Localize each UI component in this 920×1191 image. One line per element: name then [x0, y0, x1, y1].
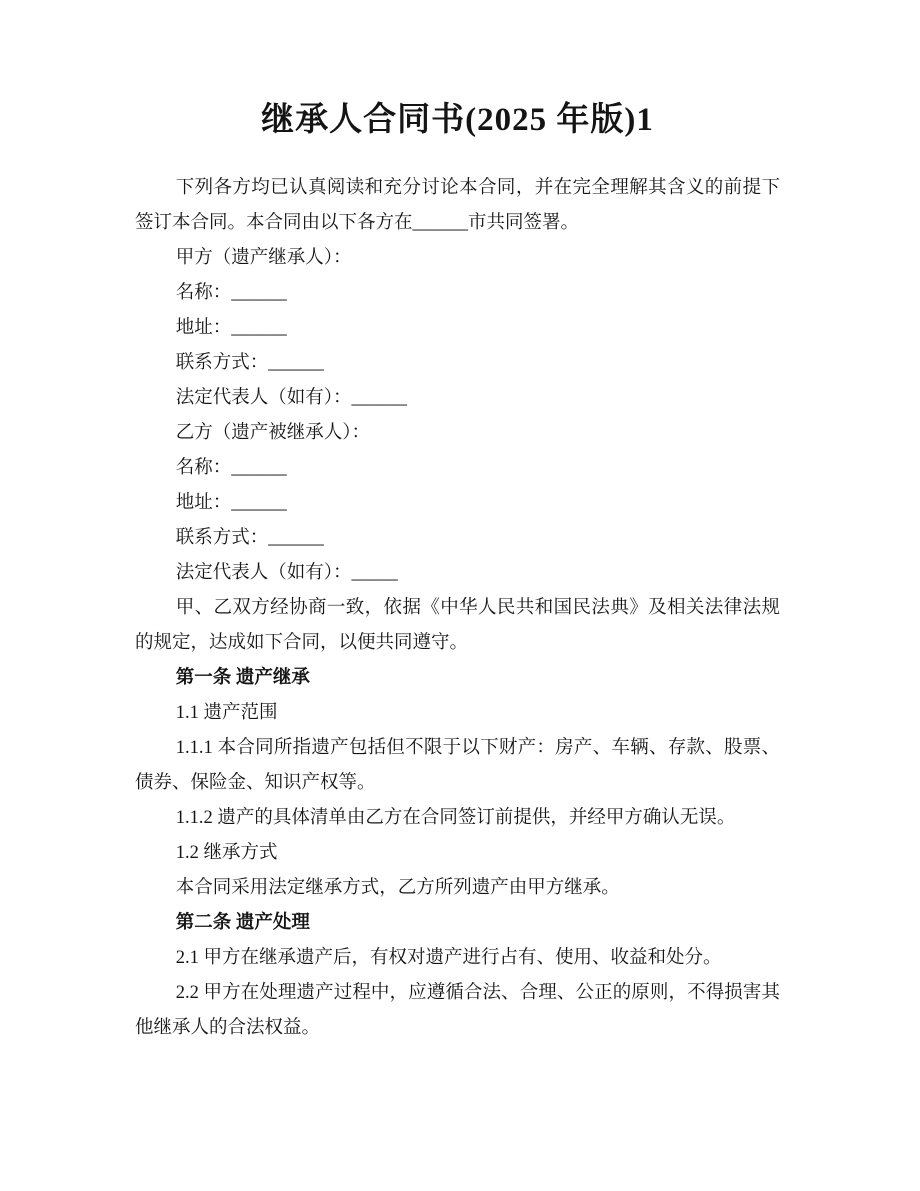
paragraph: 1.1 遗产范围 [175, 703, 278, 723]
paragraph: 1.1.2 遗产的具体清单由乙方在合同签订前提供，并经甲方确认无误。 [175, 808, 736, 828]
paragraph: 名称：______ [175, 283, 287, 303]
paragraph: 甲方（遗产继承人）： [175, 248, 352, 268]
paragraph: 2.2 甲方在处理遗产过程中，应遵循合法、合理、公正的原则，不得损害其他继承人的合法权益。 [135, 983, 780, 1038]
paragraph: 下列各方均已认真阅读和充分讨论本合同，并在完全理解其含义的前提下签订本合同。本合同由以下各方在______市共同签署。 [135, 178, 780, 233]
document-title: 继承人合同书(2025 年版)1 [261, 102, 654, 138]
paragraph: 地址：______ [175, 318, 287, 338]
paragraph: 地址：______ [175, 493, 287, 513]
section-heading: 第一条 遗产继承 [175, 668, 310, 688]
paragraph: 乙方（遗产被继承人）： [175, 423, 370, 443]
paragraph: 1.1.1 本合同所指遗产包括但不限于以下财产：房产、车辆、存款、股票、债券、保险金、知识产权等。 [135, 738, 780, 793]
paragraph: 联系方式：______ [175, 528, 324, 548]
section-heading: 第二条 遗产处理 [175, 913, 310, 933]
paragraph: 法定代表人（如有）：_____ [175, 563, 398, 583]
paragraph: 本合同采用法定继承方式，乙方所列遗产由甲方继承。 [175, 878, 620, 898]
paragraph: 1.2 继承方式 [175, 843, 278, 863]
paragraph: 甲、乙双方经协商一致，依据《中华人民共和国民法典》及相关法律法规的规定，达成如下合同，以便共同遵守。 [135, 598, 780, 653]
paragraph: 名称：______ [175, 458, 287, 478]
paragraph: 2.1 甲方在继承遗产后，有权对遗产进行占有、使用、收益和处分。 [175, 948, 722, 968]
paragraph: 联系方式：______ [175, 353, 324, 373]
paragraph: 法定代表人（如有）：______ [175, 388, 407, 408]
document-body [135, 171, 780, 1046]
